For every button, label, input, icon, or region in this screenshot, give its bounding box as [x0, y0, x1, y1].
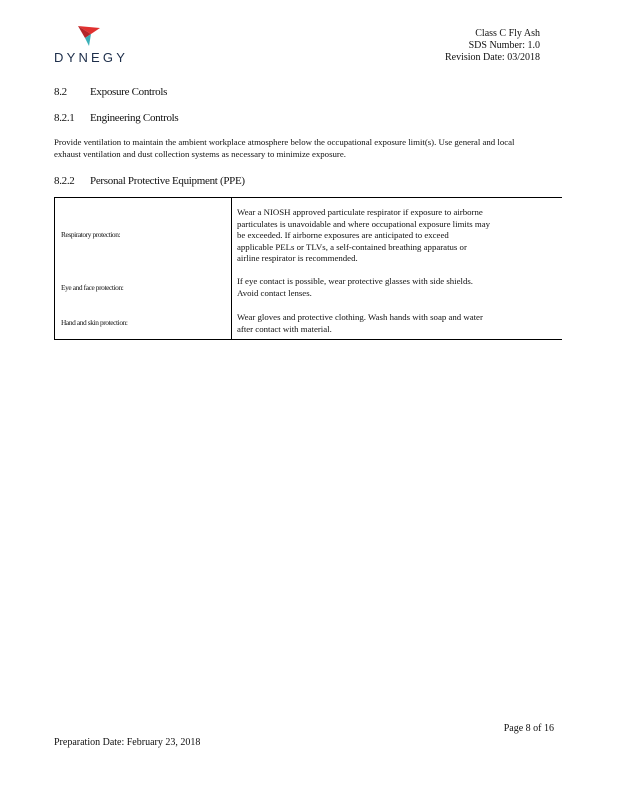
company-logo: [52, 24, 142, 66]
ppe-table: [54, 197, 562, 340]
ppe-label-respiratory: Respiratory protection:: [61, 230, 121, 239]
section-heading-8-2: [54, 86, 167, 98]
ppe-label-eye-face: Eye and face protection:: [61, 283, 124, 292]
section-number: 8.2.1: [54, 112, 75, 124]
ppe-text-hand-skin: Wear gloves and protective clothing. Wash hands with soap and water after contact with material.: [237, 312, 483, 334]
ppe-label-hand-skin: Hand and skin protection:: [61, 318, 128, 327]
preparation-date: Preparation Date: February 23, 2018: [54, 737, 201, 748]
ppe-text-eye-face: If eye contact is possible, wear protective glasses with side shields. Avoid contact lenses.: [237, 276, 473, 298]
section-title: Engineering Controls: [90, 112, 179, 124]
section-title: Personal Protective Equipment (PPE): [90, 175, 245, 187]
section-heading-8-2-1: [54, 112, 178, 124]
ppe-text-respiratory: Wear a NIOSH approved particulate respirator if exposure to airborne particulates is unavoidable and where occupational exposure limits may be exceeded. If airborne exposures are anticipated to exceed applicable PELs or TLVs, a self-contained breathing apparatus or airline respirator is recommended.: [237, 207, 491, 263]
page-number: Page 8 of 16: [503, 723, 554, 734]
dynegy-logo-mark-icon: [76, 24, 102, 48]
table-column-divider: [231, 198, 232, 339]
product-name: Class C Fly Ash: [475, 28, 540, 39]
document-header-info: [445, 28, 540, 64]
section-number: 8.2.2: [54, 175, 75, 187]
section-number: 8.2: [54, 86, 67, 98]
sds-number: SDS Number: 1.0: [468, 40, 540, 51]
section-title: Exposure Controls: [90, 86, 168, 98]
logo-text: DYNEGY: [54, 50, 129, 65]
section-heading-8-2-2: [54, 175, 245, 187]
revision-date: Revision Date: 03/2018: [445, 52, 540, 63]
engineering-controls-text: Provide ventilation to maintain the ambient workplace atmosphere below the occupational exposure limit(s). Use general and local exhaust ventilation and dust collection systems as necessary to minimize exposure.: [54, 137, 515, 159]
